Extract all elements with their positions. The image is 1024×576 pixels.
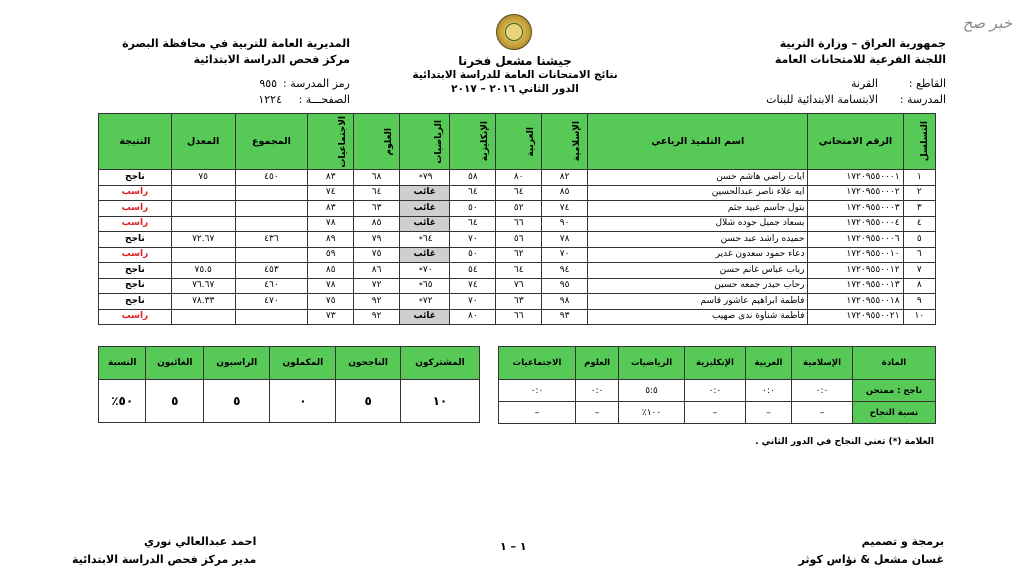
cell-arabic: ٦٤ (496, 263, 542, 279)
cell-name: فاطمة شناوة ندى صهيب (588, 309, 808, 325)
cell-english: ٦٤ (450, 216, 496, 232)
cell-science: ٩٢ (354, 294, 400, 310)
cell-result: راسب (99, 201, 172, 217)
code-label: رمز المدرسة : (283, 77, 350, 90)
cell-exam-no: ١٧٢٠٩٥٥٠٠٠٤ (808, 216, 903, 232)
subj-social-pass: ٠:٠ (499, 380, 576, 402)
cell-social: ٨٩ (308, 232, 354, 248)
cell-avg: ٧٨.٣٣ (171, 294, 235, 310)
subj-islamic-ratio: – (792, 402, 853, 424)
results-header-row (99, 114, 936, 170)
subj-science-ratio: – (576, 402, 619, 424)
cell-seq: ٦ (903, 247, 935, 263)
subj-pass-exam-label: ناجح : ممتحن (853, 380, 936, 402)
cell-seq: ١٠ (903, 309, 935, 325)
info-left (150, 76, 350, 108)
school-label: المدرسة : (899, 93, 946, 106)
col-seq: التسلسل (903, 114, 935, 170)
col-total: المجموع (235, 114, 308, 170)
subj-pass-ratio-label: نسبة النجاح (853, 402, 936, 424)
subj-math-header: الرياضيات (619, 347, 685, 380)
cell-avg: ٧٥ (171, 170, 235, 186)
subj-science-pass: ٠:٠ (576, 380, 619, 402)
sum-ratio-value: ٥٠٪ (99, 380, 146, 423)
subj-science-header: العلوم (576, 347, 619, 380)
director-title: مدير مركز فحص الدراسة الابتدائية (72, 553, 257, 566)
col-avg: المعدل (171, 114, 235, 170)
cell-seq: ٤ (903, 216, 935, 232)
cell-english: ٥٠ (450, 247, 496, 263)
table-row (99, 201, 936, 217)
cell-avg: ٧٢.٦٧ (171, 232, 235, 248)
cell-seq: ٩ (903, 294, 935, 310)
committee-line: اللجنة الفرعية للامتحانات العامة (774, 53, 946, 66)
cell-math: ٦٥* (400, 278, 450, 294)
cell-science: ٦٣ (354, 201, 400, 217)
subj-english-ratio: – (684, 402, 745, 424)
cell-total: ٤٥٠ (235, 170, 308, 186)
cell-result: راسب (99, 185, 172, 201)
col-science: العلوم (354, 114, 400, 170)
subj-math-pass: ٥:٥ (619, 380, 685, 402)
cell-exam-no: ١٧٢٠٩٥٥٠٠٠١ (808, 170, 903, 186)
cell-islamic: ٧٨ (542, 232, 588, 248)
sum-passed-header: الناجحون (336, 347, 401, 380)
sum-failed-value: ٥ (204, 380, 270, 423)
cell-arabic: ٥٦ (496, 232, 542, 248)
info-right (666, 76, 946, 108)
code-value: ٩٥٥ (259, 77, 278, 90)
cell-english: ٥٨ (450, 170, 496, 186)
cell-arabic: ٨٠ (496, 170, 542, 186)
second-round-star: * (418, 296, 423, 306)
page-value: ١٢٢٤ (258, 93, 282, 106)
cell-math: غائب (400, 309, 450, 325)
cell-total: ٤٣٦ (235, 232, 308, 248)
cell-math: غائب (400, 247, 450, 263)
cell-avg (171, 247, 235, 263)
footnote: العلامة (*) تعني النجاح في الدور الثاني . (755, 437, 934, 447)
cell-name: رباب عباس غانم حسن (588, 263, 808, 279)
cell-social: ٨٥ (308, 263, 354, 279)
cell-avg (171, 216, 235, 232)
cell-math: ٦٤* (400, 232, 450, 248)
summary-table (98, 346, 480, 423)
cell-seq: ٨ (903, 278, 935, 294)
cell-total (235, 216, 308, 232)
cell-exam-no: ١٧٢٠٩٥٥٠٠٠٣ (808, 201, 903, 217)
center-line: مركز فحص الدراسة الابتدائية (193, 53, 350, 66)
cell-arabic: ٦٢ (496, 247, 542, 263)
cell-english: ٨٠ (450, 309, 496, 325)
sum-absent-header: الغائبون (146, 347, 204, 380)
cell-exam-no: ١٧٢٠٩٥٥٠٠٠٦ (808, 232, 903, 248)
cell-arabic: ٦٣ (496, 294, 542, 310)
cell-result: ناجح (99, 170, 172, 186)
cell-islamic: ٧٤ (542, 201, 588, 217)
sum-complementary-value: ٠ (270, 380, 336, 423)
subj-arabic-header: العربية (745, 347, 791, 380)
cell-social: ٧٥ (308, 294, 354, 310)
sum-absent-value: ٥ (146, 380, 204, 423)
cell-english: ٧٤ (450, 278, 496, 294)
cell-total (235, 309, 308, 325)
cell-total: ٤٧٠ (235, 294, 308, 310)
table-row (99, 263, 936, 279)
cell-english: ٧٠ (450, 232, 496, 248)
watermark-text: خبر صح (962, 14, 1012, 32)
subj-arabic-ratio: – (745, 402, 791, 424)
cell-arabic: ٦٤ (496, 185, 542, 201)
cell-science: ٧٢ (354, 278, 400, 294)
emblem-logo (496, 14, 532, 50)
cell-science: ٩٢ (354, 309, 400, 325)
sum-participants-value: ١٠ (400, 380, 479, 423)
cell-science: ٦٤ (354, 185, 400, 201)
table-row (99, 232, 936, 248)
sum-ratio-header: النسبة (99, 347, 146, 380)
cell-total (235, 185, 308, 201)
cell-avg (171, 309, 235, 325)
cell-arabic: ٥٢ (496, 201, 542, 217)
cell-result: ناجح (99, 294, 172, 310)
table-row (99, 294, 936, 310)
cell-name: حميده راشد عبد حسن (588, 232, 808, 248)
cell-avg: ٧٥.٥ (171, 263, 235, 279)
subj-english-header: الإنكليزية (684, 347, 745, 380)
cell-avg: ٧٦.٦٧ (171, 278, 235, 294)
cell-science: ٧٥ (354, 247, 400, 263)
cell-total (235, 201, 308, 217)
cell-seq: ٧ (903, 263, 935, 279)
motto-text: جيشنا مشعل فخرنا (458, 54, 572, 68)
cell-math: غائب (400, 185, 450, 201)
cell-exam-no: ١٧٢٠٩٥٥٠٠١٢ (808, 263, 903, 279)
cell-total (235, 247, 308, 263)
cell-islamic: ٩٠ (542, 216, 588, 232)
table-row (99, 185, 936, 201)
cell-name: فاطمة ابراهيم عاشور قاسم (588, 294, 808, 310)
cell-science: ٧٩ (354, 232, 400, 248)
cell-science: ٨٥ (354, 216, 400, 232)
cell-seq: ٣ (903, 201, 935, 217)
cell-total: ٤٥٣ (235, 263, 308, 279)
sum-participants-header: المشتركون (400, 347, 479, 380)
cell-name: ايه علاء ناصر عبدالحسين (588, 185, 808, 201)
cell-result: راسب (99, 309, 172, 325)
cell-avg (171, 185, 235, 201)
subj-math-ratio: ١٠٠٪ (619, 402, 685, 424)
cell-result: راسب (99, 216, 172, 232)
subj-english-pass: ٠:٠ (684, 380, 745, 402)
page-number: ١ – ١ (500, 540, 527, 553)
cell-science: ٨٦ (354, 263, 400, 279)
subj-arabic-pass: ٠:٠ (745, 380, 791, 402)
cell-arabic: ٧٦ (496, 278, 542, 294)
sum-failed-header: الراسبون (204, 347, 270, 380)
cell-result: ناجح (99, 232, 172, 248)
cell-islamic: ٨٥ (542, 185, 588, 201)
cell-math: ٧٩* (400, 170, 450, 186)
cell-seq: ٢ (903, 185, 935, 201)
cell-result: ناجح (99, 278, 172, 294)
cell-english: ٦٤ (450, 185, 496, 201)
cell-english: ٧٠ (450, 294, 496, 310)
cell-math: غائب (400, 216, 450, 232)
cell-result: راسب (99, 247, 172, 263)
cell-arabic: ٦٦ (496, 309, 542, 325)
credits-label: برمجة و تصميم (861, 535, 944, 548)
cell-name: دعاء حمود سعدون غدير (588, 247, 808, 263)
subj-subject-header: المادة (853, 347, 936, 380)
cell-arabic: ٦٦ (496, 216, 542, 232)
table-row (99, 309, 936, 325)
table-row (99, 247, 936, 263)
cell-exam-no: ١٧٢٠٩٥٥٠٠٠٢ (808, 185, 903, 201)
header-left (90, 36, 350, 68)
subj-islamic-pass: ٠:٠ (792, 380, 853, 402)
table-row (99, 170, 936, 186)
subject-stats-table (498, 346, 936, 424)
directorate-line: المديرية العامة للتربية في محافظة البصرة (122, 37, 350, 50)
table-row (99, 278, 936, 294)
cell-name: رحاب حيدر جمعه حسين (588, 278, 808, 294)
sum-complementary-header: المكملون (270, 347, 336, 380)
cell-avg (171, 201, 235, 217)
cell-islamic: ٩٨ (542, 294, 588, 310)
subj-islamic-header: الإسلامية (792, 347, 853, 380)
round-title: الدور الثاني ٢٠١٦ – ٢٠١٧ (451, 83, 579, 95)
school-value: الابتسامة الابتدائية للبنات (766, 93, 878, 106)
col-islamic: الإسلامية (542, 114, 588, 170)
table-row (99, 216, 936, 232)
second-round-star: * (418, 234, 423, 244)
cell-seq: ٥ (903, 232, 935, 248)
header-right (666, 36, 946, 68)
title-block (380, 54, 650, 96)
cell-social: ٥٩ (308, 247, 354, 263)
cell-social: ٨٣ (308, 201, 354, 217)
cell-english: ٥٤ (450, 263, 496, 279)
cell-science: ٦٨ (354, 170, 400, 186)
cell-social: ٧٣ (308, 309, 354, 325)
sum-passed-value: ٥ (336, 380, 401, 423)
cell-total: ٤٦٠ (235, 278, 308, 294)
second-round-star: * (418, 265, 423, 275)
cell-name: بسعاد جميل جوده شلال (588, 216, 808, 232)
subj-social-ratio: – (499, 402, 576, 424)
cell-exam-no: ١٧٢٠٩٥٥٠٠١٨ (808, 294, 903, 310)
cell-exam-no: ١٧٢٠٩٥٥٠٠٢١ (808, 309, 903, 325)
page-label: الصفحـــة : (298, 93, 350, 106)
district-label: القاطع : (908, 77, 946, 90)
cell-math: ٧٢* (400, 294, 450, 310)
cell-islamic: ٨٢ (542, 170, 588, 186)
cell-islamic: ٧٠ (542, 247, 588, 263)
cell-social: ٧٨ (308, 278, 354, 294)
cell-islamic: ٩٣ (542, 309, 588, 325)
credits-names: غسان مشعل & نؤاس كوثر (798, 553, 944, 566)
district-value: القرنة (850, 77, 878, 90)
second-round-star: * (418, 172, 423, 182)
cell-exam-no: ١٧٢٠٩٥٥٠٠١٣ (808, 278, 903, 294)
col-arabic: العربية (496, 114, 542, 170)
col-social: الاجتماعيات (308, 114, 354, 170)
cell-english: ٥٠ (450, 201, 496, 217)
cell-name: بتول جاسم عبيد جثم (588, 201, 808, 217)
col-math: الرياضيات (400, 114, 450, 170)
footer-signature (72, 533, 256, 569)
col-result: النتيجة (99, 114, 172, 170)
cell-seq: ١ (903, 170, 935, 186)
cell-social: ٧٤ (308, 185, 354, 201)
cell-name: ايات راضي هاشم حسن (588, 170, 808, 186)
cell-math: غائب (400, 201, 450, 217)
page-title: نتائج الامتحانات العامة للدراسة الابتدائية (412, 69, 618, 81)
col-exam-no: الرقم الامتحاني (808, 114, 903, 170)
footer-credits (799, 533, 944, 569)
cell-result: ناجح (99, 263, 172, 279)
cell-math: ٧٠* (400, 263, 450, 279)
col-name: اسم التلميذ الرباعي (588, 114, 808, 170)
cell-exam-no: ١٧٢٠٩٥٥٠٠١٠ (808, 247, 903, 263)
cell-islamic: ٩٤ (542, 263, 588, 279)
second-round-star: * (418, 281, 423, 291)
ministry-line: جمهورية العراق – وزارة التربية (779, 37, 946, 50)
cell-social: ٧٨ (308, 216, 354, 232)
cell-social: ٨٣ (308, 170, 354, 186)
director-name: احمد عبدالعالي نوري (143, 535, 257, 548)
col-english: الإنكليزية (450, 114, 496, 170)
results-table (98, 113, 936, 325)
cell-islamic: ٩٥ (542, 278, 588, 294)
subj-social-header: الاجتماعيات (499, 347, 576, 380)
